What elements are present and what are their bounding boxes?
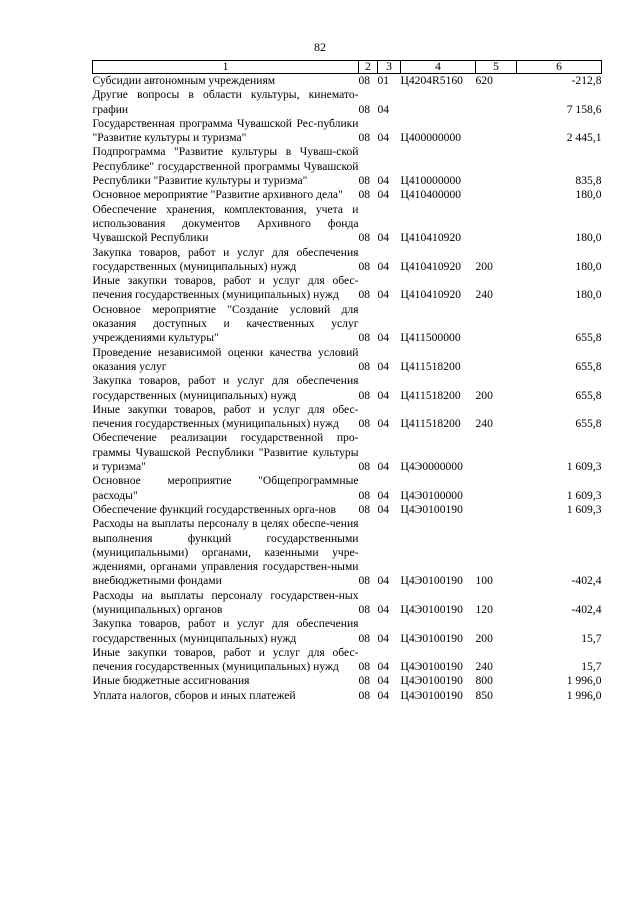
row-name: Проведение независимой оценки качества условий оказания услуг bbox=[92, 345, 359, 373]
row-name: Закупка товаров, работ и услуг для обеспечения государственных (муниципальных) нужд bbox=[92, 245, 359, 273]
row-amount: 180,0 bbox=[575, 288, 602, 302]
row-expense-type bbox=[476, 203, 517, 246]
row-amount: 180,0 bbox=[575, 188, 602, 202]
row-section: 08 bbox=[358, 259, 371, 273]
header-col-2: 2 bbox=[359, 61, 378, 74]
row-section: 08 bbox=[358, 688, 371, 702]
header-row bbox=[93, 61, 602, 74]
row-target-article: Ц4Э0100190 bbox=[400, 502, 463, 516]
row-expense-type bbox=[476, 503, 517, 517]
row-expense-type: 120 bbox=[475, 602, 493, 616]
row-expense-type: 620 bbox=[475, 74, 493, 87]
row-amount: 655,8 bbox=[575, 388, 602, 402]
row-section: 08 bbox=[358, 231, 371, 245]
row-target-article: Ц410410920 bbox=[400, 231, 462, 245]
row-name: Обеспечение хранения, комплектования, учета и использования документов Архивного фонда Чувашской Республики bbox=[92, 202, 359, 245]
table-row bbox=[93, 346, 602, 375]
row-section: 08 bbox=[358, 602, 371, 616]
row-target-article bbox=[401, 88, 476, 117]
row-target-article: Ц411518200 bbox=[400, 388, 461, 402]
header-col-6: 6 bbox=[517, 61, 602, 74]
row-section: 08 bbox=[358, 331, 371, 345]
row-target-article: Ц411518200 bbox=[400, 359, 461, 373]
row-target-article: Ц4Э0100190 bbox=[400, 574, 463, 588]
row-amount: 1 996,0 bbox=[566, 688, 602, 702]
row-subsection: 04 bbox=[377, 574, 390, 588]
row-name: Иные закупки товаров, работ и услуг для обес-печения государственных (муниципальных) нужд bbox=[92, 645, 359, 674]
row-section: 08 bbox=[358, 460, 371, 474]
header-col-1: 1 bbox=[93, 61, 359, 74]
row-amount: 1 609,3 bbox=[566, 488, 602, 502]
row-target-article: Ц4204R5160 bbox=[400, 74, 463, 87]
row-expense-type: 850 bbox=[475, 688, 493, 702]
table-header bbox=[93, 61, 602, 74]
row-subsection: 04 bbox=[377, 102, 390, 116]
table-row bbox=[93, 431, 602, 474]
row-subsection: 04 bbox=[377, 674, 390, 688]
row-name: Обеспечение функций государственных орга-нов bbox=[92, 502, 337, 516]
row-expense-type: 240 bbox=[475, 288, 493, 302]
row-name: Основное мероприятие "Развитие архивного дела" bbox=[92, 188, 343, 202]
table-row bbox=[93, 617, 602, 646]
row-section: 08 bbox=[358, 674, 371, 688]
row-section: 08 bbox=[358, 502, 371, 516]
row-target-article: Ц410410920 bbox=[400, 288, 462, 302]
row-section: 08 bbox=[358, 188, 371, 202]
row-amount: 2 445,1 bbox=[566, 131, 602, 145]
row-section: 08 bbox=[358, 102, 371, 116]
row-subsection: 04 bbox=[377, 602, 390, 616]
row-expense-type: 200 bbox=[475, 631, 493, 645]
table-row bbox=[93, 88, 602, 117]
row-subsection: 04 bbox=[377, 259, 390, 273]
row-section: 08 bbox=[358, 359, 371, 373]
table-body bbox=[93, 74, 602, 704]
row-expense-type: 800 bbox=[475, 674, 493, 688]
row-target-article: Ц4Э0100190 bbox=[400, 674, 463, 688]
row-subsection: 04 bbox=[377, 288, 390, 302]
row-section: 08 bbox=[358, 288, 371, 302]
page-number: 82 bbox=[314, 40, 326, 54]
row-amount: 15,7 bbox=[581, 660, 602, 674]
row-amount: 655,8 bbox=[575, 359, 602, 373]
row-subsection: 04 bbox=[377, 460, 390, 474]
row-name: Субсидии автономным учреждениям bbox=[92, 74, 276, 87]
row-name: Основное мероприятие "Общепрограммные расходы" bbox=[92, 474, 359, 502]
row-name: Закупка товаров, работ и услуг для обеспечения государственных (муниципальных) нужд bbox=[92, 374, 359, 402]
row-amount: 1 996,0 bbox=[566, 674, 602, 688]
row-target-article: Ц4Э0000000 bbox=[400, 460, 463, 474]
row-target-article: Ц4Э0100190 bbox=[400, 602, 463, 616]
row-expense-type: 200 bbox=[475, 388, 493, 402]
row-expense-type bbox=[476, 145, 517, 188]
row-section: 08 bbox=[358, 174, 371, 188]
row-subsection: 04 bbox=[377, 631, 390, 645]
header-col-4: 4 bbox=[401, 61, 476, 74]
row-subsection: 04 bbox=[377, 174, 390, 188]
row-expense-type bbox=[476, 431, 517, 474]
row-subsection: 04 bbox=[377, 502, 390, 516]
table-row bbox=[93, 303, 602, 346]
row-section: 08 bbox=[358, 660, 371, 674]
row-target-article: Ц400000000 bbox=[400, 131, 462, 145]
row-name: Расходы на выплаты персоналу государствен-ных (муниципальных) органов bbox=[92, 588, 359, 616]
row-target-article: Ц411500000 bbox=[400, 331, 461, 345]
table-row bbox=[93, 589, 602, 618]
table-row bbox=[93, 246, 602, 275]
row-name: Основное мероприятие "Создание условий для оказания доступных и качественных услуг учреждениями культуры" bbox=[92, 302, 359, 345]
row-subsection: 04 bbox=[377, 359, 390, 373]
row-subsection: 04 bbox=[377, 231, 390, 245]
row-amount: 655,8 bbox=[575, 331, 602, 345]
row-amount: 835,8 bbox=[575, 174, 602, 188]
row-amount: -402,4 bbox=[571, 602, 602, 616]
row-section: 08 bbox=[358, 417, 371, 431]
row-subsection: 04 bbox=[377, 660, 390, 674]
row-expense-type bbox=[476, 117, 517, 146]
row-subsection: 04 bbox=[377, 188, 390, 202]
row-subsection: 04 bbox=[377, 688, 390, 702]
row-expense-type: 200 bbox=[475, 259, 493, 273]
table-row bbox=[93, 403, 602, 432]
budget-table bbox=[92, 60, 602, 703]
row-amount: 655,8 bbox=[575, 417, 602, 431]
row-name: Другие вопросы в области культуры, кинемато-графии bbox=[92, 88, 359, 116]
row-subsection: 04 bbox=[377, 331, 390, 345]
row-section: 08 bbox=[358, 131, 371, 145]
row-target-article: Ц410410920 bbox=[400, 259, 462, 273]
row-name: Подпрограмма "Развитие культуры в Чуваш-ской Республике" государственной программы Чувашской Республики "Развитие культуры и туризма" bbox=[92, 145, 359, 188]
row-expense-type: 240 bbox=[475, 660, 493, 674]
row-target-article: Ц4Э0100190 bbox=[400, 660, 463, 674]
table-row bbox=[93, 117, 602, 146]
table-row bbox=[93, 689, 602, 703]
row-section: 08 bbox=[358, 574, 371, 588]
row-expense-type bbox=[476, 188, 517, 202]
row-subsection: 04 bbox=[377, 388, 390, 402]
row-expense-type: 100 bbox=[475, 574, 493, 588]
row-target-article: Ц410400000 bbox=[400, 188, 462, 202]
table-row bbox=[93, 274, 602, 303]
table-row bbox=[93, 503, 602, 517]
table-row bbox=[93, 674, 602, 688]
row-target-article: Ц410000000 bbox=[400, 174, 462, 188]
row-subsection: 04 bbox=[377, 488, 390, 502]
row-amount: 1 609,3 bbox=[566, 460, 602, 474]
row-name: Иные бюджетные ассигнования bbox=[92, 674, 250, 688]
row-section: 08 bbox=[358, 388, 371, 402]
row-subsection: 01 bbox=[377, 74, 390, 87]
table-row bbox=[93, 145, 602, 188]
row-subsection: 04 bbox=[377, 417, 390, 431]
row-subsection: 04 bbox=[377, 131, 390, 145]
row-amount: 180,0 bbox=[575, 231, 602, 245]
row-amount: 15,7 bbox=[581, 631, 602, 645]
header-col-5: 5 bbox=[476, 61, 517, 74]
table-row bbox=[93, 188, 602, 202]
row-amount: -402,4 bbox=[571, 574, 602, 588]
table-row bbox=[93, 517, 602, 588]
row-expense-type bbox=[476, 88, 517, 117]
table-row bbox=[93, 374, 602, 403]
row-expense-type: 240 bbox=[475, 417, 493, 431]
row-target-article: Ц4Э0100190 bbox=[400, 688, 463, 702]
header-col-3: 3 bbox=[378, 61, 401, 74]
row-amount: 7 158,6 bbox=[566, 102, 602, 116]
row-name: Иные закупки товаров, работ и услуг для обес-печения государственных (муниципальных) нужд bbox=[92, 402, 359, 431]
row-target-article: Ц4Э0100190 bbox=[400, 631, 463, 645]
row-name: Иные закупки товаров, работ и услуг для обес-печения государственных (муниципальных) нужд bbox=[92, 274, 359, 302]
row-name: Обеспечение реализации государственной про-граммы Чувашской Республики "Развитие культуры и туризма" bbox=[92, 431, 359, 474]
row-name: Расходы на выплаты персоналу в целях обеспе-чения выполнения функций государственными (муниципальными) органами, казенными учре-ждениями, органами управления государствен-ными внебюджетными фондами bbox=[92, 517, 359, 588]
row-expense-type bbox=[476, 303, 517, 346]
row-target-article: Ц4Э0100000 bbox=[400, 488, 463, 502]
table-row bbox=[93, 203, 602, 246]
table-row bbox=[93, 646, 602, 675]
row-amount: -212,8 bbox=[571, 74, 602, 87]
table-row bbox=[93, 474, 602, 503]
row-amount: 1 609,3 bbox=[566, 502, 602, 516]
row-amount: 180,0 bbox=[575, 259, 602, 273]
row-target-article: Ц411518200 bbox=[400, 417, 461, 431]
row-name: Уплата налогов, сборов и иных платежей bbox=[92, 688, 296, 702]
row-expense-type bbox=[476, 474, 517, 503]
row-section: 08 bbox=[358, 631, 371, 645]
row-name: Закупка товаров, работ и услуг для обеспечения государственных (муниципальных) нужд bbox=[92, 617, 359, 645]
table-row bbox=[93, 74, 602, 89]
row-expense-type bbox=[476, 346, 517, 375]
row-section: 08 bbox=[358, 74, 371, 87]
row-section: 08 bbox=[358, 488, 371, 502]
row-name: Государственная программа Чувашской Рес-публики "Развитие культуры и туризма" bbox=[92, 116, 359, 145]
